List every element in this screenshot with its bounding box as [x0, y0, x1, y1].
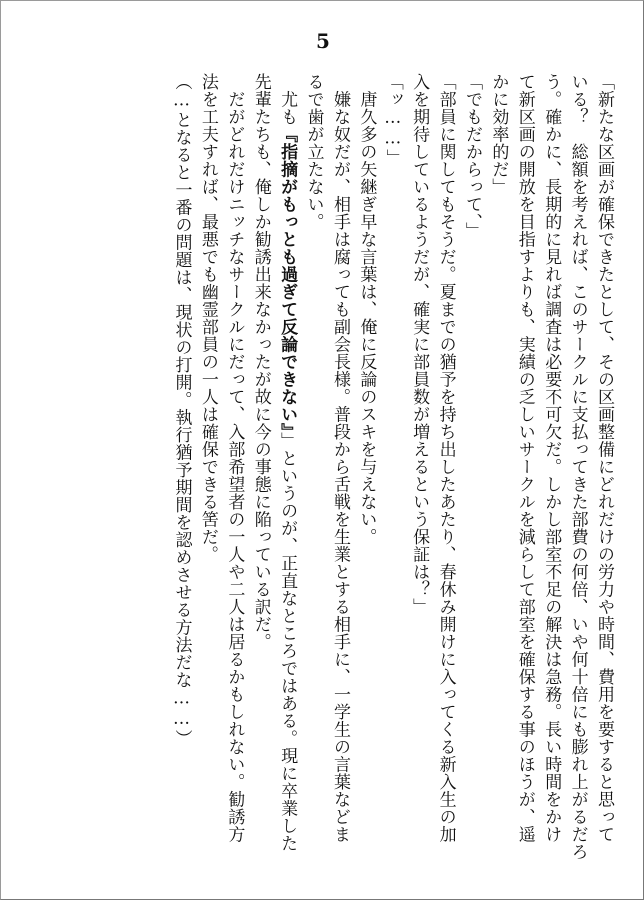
- emphasized-phrase: 『指摘がもっとも過ぎて反論できない』: [277, 125, 298, 432]
- text-line: て新区画の開放を目指すよりも、実績の乏しいサークルを減らして部室を確保する事のほうが、遥: [514, 73, 535, 843]
- text-line: 法を工夫すれば、最悪でも幽霊部員の一人は確保できる筈だ。: [197, 73, 218, 563]
- text-line: だがどれだけニッチなサークルにだって、入部希望者の一人や二人は居るかもしれない。勧誘方: [224, 73, 245, 843]
- text-line: 嫌な奴だが、相手は腐っても副会長様。普段から舌戦を生業とする相手に、一学生の言葉などま: [329, 73, 350, 843]
- page-number: 5: [316, 29, 330, 53]
- text-line: う。確かに、長期的に見れば調査は必要不可欠だ。しかし部室不足の解決は急務。長い時間をかけ: [541, 73, 562, 843]
- text-line: 「部員に関してもそうだ。夏までの猶予を持ち出したあたり、春休み開けに入ってくる新入生の加: [435, 73, 456, 843]
- vertical-text-body: [33, 73, 617, 885]
- text-line: 先輩たちも、俺しか勧誘出来なかったが故に今の事態に陥っている訳だ。: [250, 73, 271, 651]
- text-segment: 尤も: [277, 73, 298, 126]
- text-line: 入を期待しているようだが、確実に部員数が増えるという保証は？」: [409, 73, 430, 616]
- text-line: かに効率的だ」: [488, 73, 509, 196]
- text-line: （…となると一番の問題は、現状の打開。執行猶予期間を認めさせる方法だな……）: [171, 73, 192, 747]
- text-line: るで歯が立たない。: [303, 73, 324, 231]
- text-line: 唐久多の矢継ぎ早な言葉は、俺に反論のスキを与えない。: [356, 73, 377, 546]
- text-line: 「新たな区画が確保できたとして、その区画整備にどれだけの労力や時間、費用を要すると思って: [594, 73, 614, 843]
- text-line: 「でもだからって、」: [461, 73, 482, 240]
- text-line: 「ッ……」: [382, 73, 403, 167]
- text-line-with-emphasis: [274, 73, 300, 885]
- text-segment: 」というのが、正直なところではある。現に卒業した: [277, 432, 298, 852]
- text-line: いる？ 総額を考えれば、このサークルに支払ってきた部費の何倍、いや何十倍にも膨れ上がるだろ: [567, 73, 588, 861]
